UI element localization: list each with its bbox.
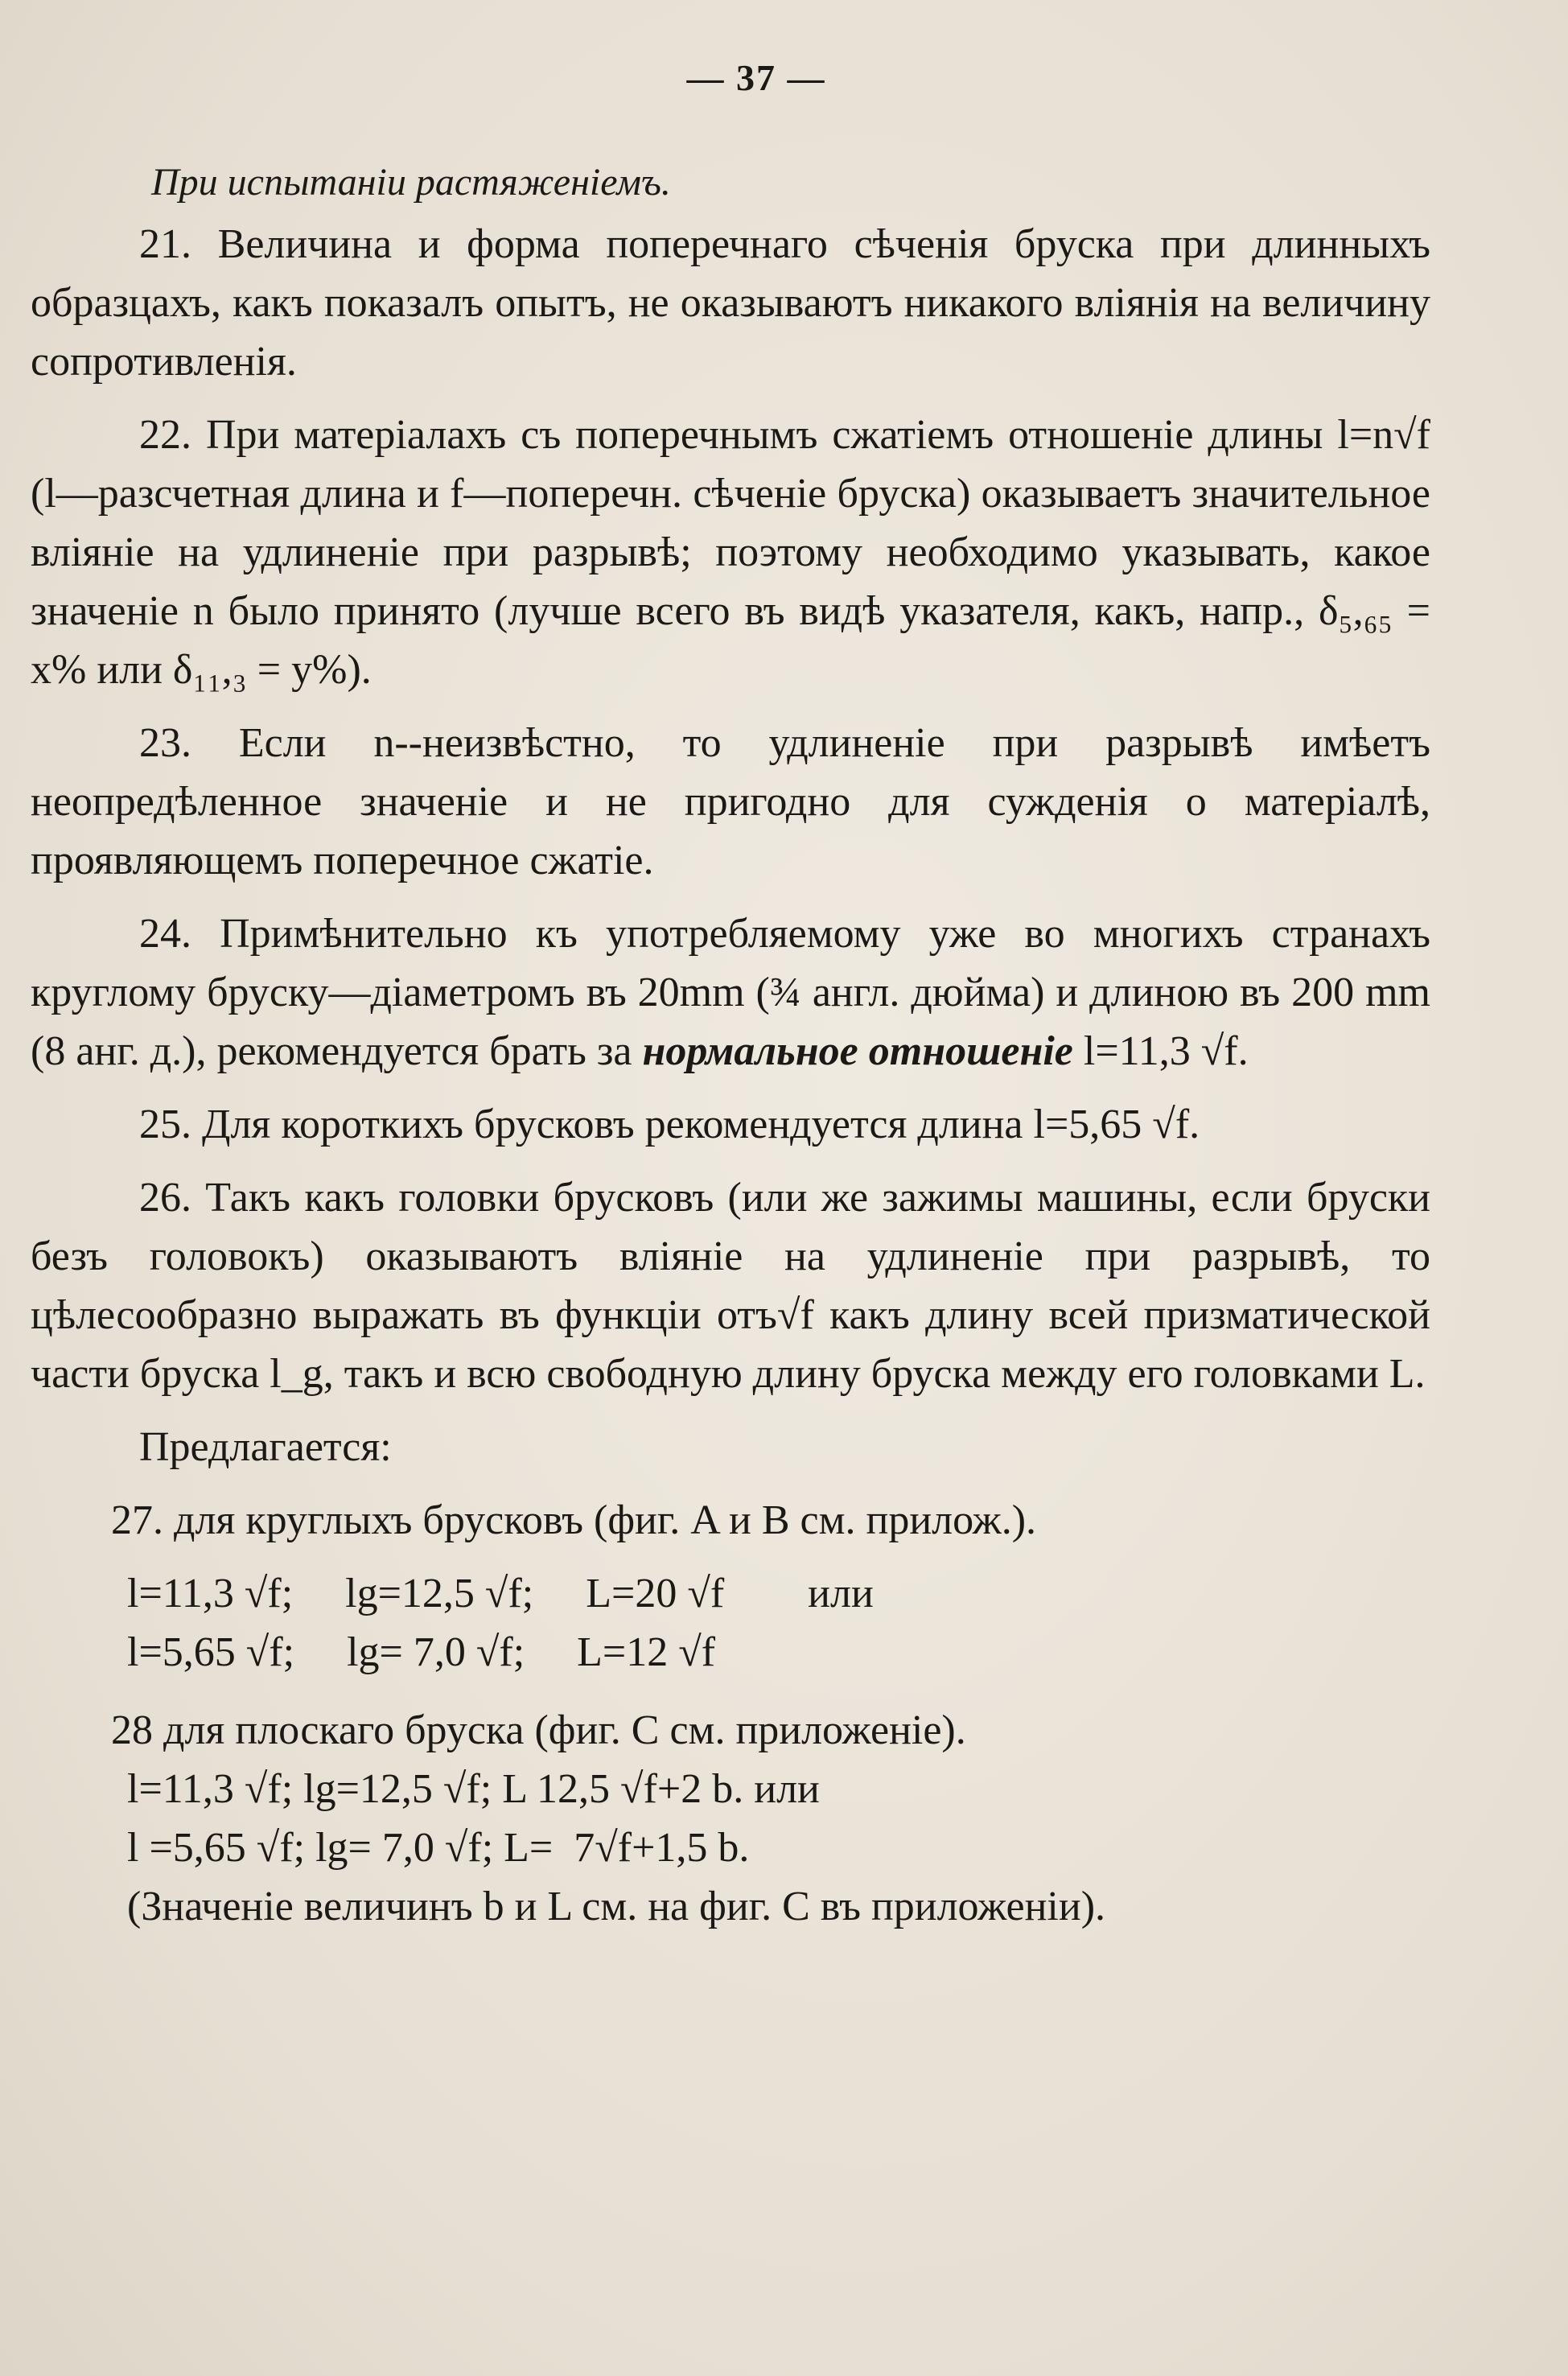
proposed-label: Предлагается: xyxy=(139,1424,392,1470)
formula-27-line-2: l=5,65 √f; lg= 7,0 √f; L=12 √f xyxy=(127,1629,716,1675)
formula-28-note: (Значеніе величинъ b и L см. на фиг. С въ приложеніи). xyxy=(127,1884,1106,1929)
paragraph-21: 21. Величина и форма поперечнаго сѣченія бруска при длинныхъ образцахъ, какъ показалъ опытъ, не оказываютъ никакого вліянія на величину сопротивленія. xyxy=(31,221,1430,385)
paragraph-24-text: 24. Примѣнительно къ употребляемому уже во многихъ странахъ круглому бруску—діаметромъ въ 20mm (¾ англ. дюйма) и длиною въ 200 mm (8 анг. д.), рекомендуется брать за xyxy=(31,911,1430,1074)
paragraph-28: 28 для плоскаго бруска (фиг. С см. приложеніе). xyxy=(111,1707,966,1753)
paragraph-25: 25. Для короткихъ брусковъ рекомендуется длина l=5,65 √f. xyxy=(139,1102,1200,1147)
body-text xyxy=(31,153,1430,1936)
formula-28-line-2: l =5,65 √f; lg= 7,0 √f; L= 7√f+1,5 b. xyxy=(127,1825,750,1871)
paragraph-26: 26. Такъ какъ головки брусковъ (или же зажимы машины, если бруски безъ головокъ) оказываютъ вліяніе на удлиненіе при разрывѣ, то цѣлесообразно выражать въ функціи отъ√f какъ длину всей призматической части бруска l_g, такъ и всю свободную длину бруска между его головками L. xyxy=(31,1175,1430,1397)
paragraph-24 xyxy=(31,904,1430,1081)
page-number: — 37 — xyxy=(686,57,826,98)
section-heading: При испытаніи растяженіемъ. xyxy=(151,161,671,204)
paragraph-22: 22. При матеріалахъ съ поперечнымъ сжатіемъ отношеніе длины l=n√f (l—разсчетная длина и f—поперечн. сѣченіе бруска) оказываетъ значительное вліяніе на удлиненіе при разрывѣ; поэтому необходимо указывать, какое значеніе n было принято (лучше всего въ видѣ указателя, какъ, напр., δ₅,₆₅ = x% или δ₁₁,₃ = y%). xyxy=(31,412,1430,693)
paragraph-24-formula: l=11,3 √f. xyxy=(1083,1028,1249,1074)
paragraph-23: 23. Если n--неизвѣстно, то удлиненіе при разрывѣ имѣетъ неопредѣленное значеніе и не пригодно для сужденія о матеріалѣ, проявляющемъ поперечное сжатіе. xyxy=(31,720,1430,883)
formula-28-line-1: l=11,3 √f; lg=12,5 √f; L 12,5 √f+2 b. или xyxy=(127,1766,820,1812)
formula-27-line-1: l=11,3 √f; lg=12,5 √f; L=20 √f или xyxy=(127,1571,874,1616)
paragraph-24-emphasis: нормальное отношеніе xyxy=(642,1028,1073,1074)
paragraph-27: 27. для круглыхъ брусковъ (фиг. A и B см. прилож.). xyxy=(111,1497,1037,1543)
